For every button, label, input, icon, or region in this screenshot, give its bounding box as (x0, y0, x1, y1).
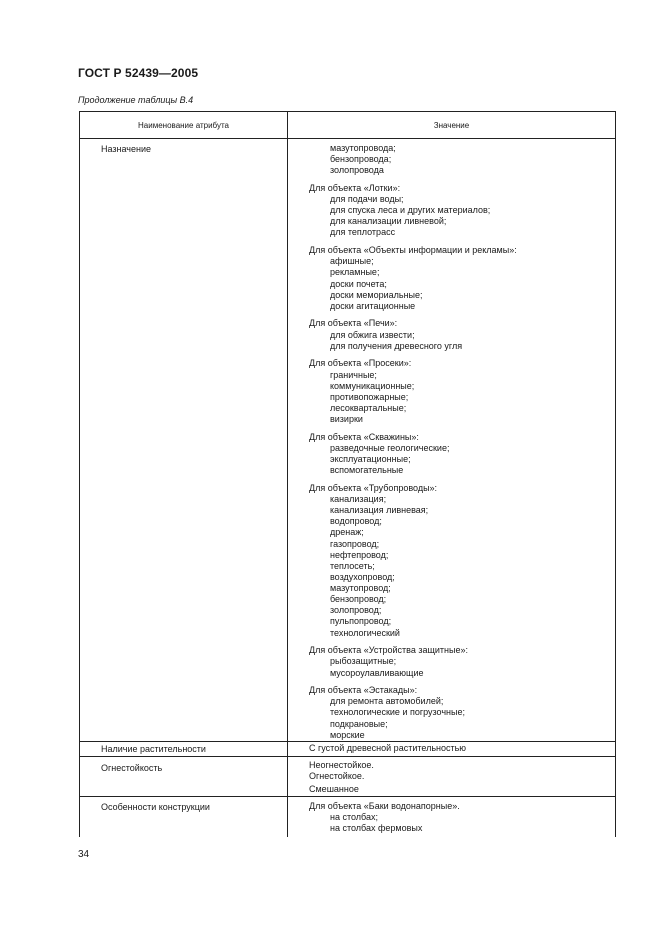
value-line: С густой древесной растительностью (309, 743, 467, 753)
purpose-values (309, 143, 517, 741)
row-divider (80, 756, 615, 757)
value-item: афишные; (330, 256, 374, 267)
value-item: рыбозащитные; (330, 656, 397, 667)
header-divider (80, 138, 615, 139)
value-item: бензопровод; (330, 594, 387, 605)
group-heading: Для объекта «Лотки»: (309, 182, 401, 193)
value-item: мусороулавливающие (330, 667, 424, 678)
value-item: для теплотрасс (330, 227, 396, 238)
value-item: водопровод; (330, 516, 382, 527)
value-item: мазутопровода; (330, 143, 396, 153)
page-number: 34 (78, 849, 90, 860)
value-item: пульпопровод; (330, 616, 392, 627)
value-item: эксплуатационные; (330, 454, 411, 465)
value-item: нефтепровод; (330, 549, 389, 560)
table-caption: Продолжение таблицы В.4 (78, 95, 194, 105)
attributes-table (79, 111, 616, 837)
value-item: для получения древесного угля (330, 340, 463, 351)
value-item: бензопровода; (330, 154, 392, 165)
vegetation-values (309, 743, 466, 754)
attribute-construction: Особенности конструкции (101, 802, 210, 812)
group-heading: Для объекта «Трубопроводы»: (309, 482, 438, 493)
value-item: доски мемориальные; (330, 289, 423, 300)
value-item: для ремонта автомобилей; (330, 696, 444, 707)
group-heading: Для объекта «Устройства защитные»: (309, 645, 469, 656)
row-divider (80, 796, 615, 797)
value-item: технологические и погрузочные; (330, 707, 465, 718)
value-item: лесоквартальные; (330, 402, 407, 413)
value-item: канализация; (330, 493, 387, 504)
document-title: ГОСТ Р 52439—2005 (78, 66, 199, 80)
value-item: золопровод; (330, 605, 382, 616)
value-item: технологический (330, 627, 400, 638)
attribute-vegetation: Наличие растительности (101, 744, 206, 754)
value-item: воздухопровод; (330, 571, 395, 582)
value-item: противопожарные; (330, 391, 409, 402)
value-item: для канализации ливневой; (330, 216, 447, 227)
value-item: разведочные геологические; (330, 442, 450, 453)
attribute-fire-resistance: Огнестойкость (101, 763, 163, 773)
column-header-value: Значение (433, 120, 470, 130)
value-item: граничные; (330, 369, 377, 380)
value-item: теплосеть; (330, 560, 375, 571)
value-item: на столбах фермовых (330, 823, 423, 834)
value-item: дренаж; (330, 527, 364, 538)
group-heading: Для объекта «Скважины»: (309, 431, 419, 442)
construction-values (309, 801, 460, 834)
group-heading: Для объекта «Эстакады»: (309, 685, 418, 696)
value-item: канализация ливневая; (330, 505, 429, 516)
value-item: вспомогательные (330, 465, 404, 476)
value-item: рекламные; (330, 267, 380, 278)
group-heading: Для объекта «Просеки»: (309, 358, 412, 369)
fire-resistance-values (309, 760, 374, 795)
group-heading: Для объекта «Объекты информации и рекламы»: (309, 245, 517, 256)
value-line: Смешанное (309, 784, 359, 795)
column-header-attribute: Наименование атрибута (138, 120, 229, 130)
value-item: морские (330, 729, 365, 740)
column-divider (287, 112, 288, 837)
value-item: для спуска леса и других материалов; (330, 205, 491, 216)
value-item: визирки (330, 414, 363, 425)
row-divider (80, 741, 615, 742)
value-item: газопровод; (330, 538, 380, 549)
value-item: на столбах; (330, 812, 379, 823)
value-item: доски агитационные (330, 300, 416, 311)
attribute-purpose: Назначение (101, 144, 152, 154)
group-heading: Для объекта «Баки водонапорные». (309, 801, 460, 811)
value-item: мазутопровод; (330, 583, 391, 594)
value-line: Неогнестойкое. (309, 760, 374, 770)
group-heading: Для объекта «Печи»: (309, 318, 398, 329)
value-item: доски почета; (330, 278, 387, 289)
value-item: для обжига извести; (330, 329, 415, 340)
value-item: золопровода (330, 165, 384, 176)
value-line: Огнестойкое. (309, 771, 365, 782)
value-item: для подачи воды; (330, 194, 404, 205)
value-item: коммуникационные; (330, 380, 415, 391)
value-item: подкрановые; (330, 718, 388, 729)
